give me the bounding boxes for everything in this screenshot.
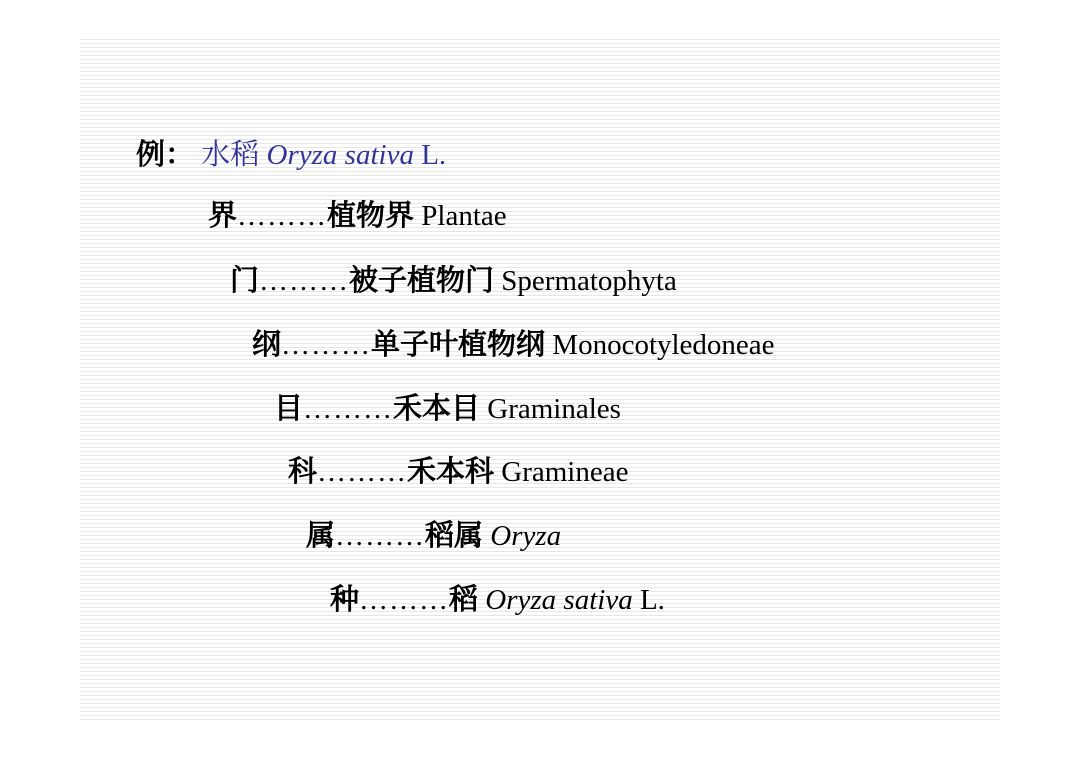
rank-cn-name: 禾本目 (393, 391, 481, 425)
example-species-name (201, 139, 446, 171)
rank-dots: ……… (281, 329, 372, 361)
rank-latin-name: Oryza sativa (485, 584, 633, 616)
rank-row-order (274, 390, 621, 427)
rank-cn-name: 稻属 (425, 518, 484, 552)
rank-row-phylum (230, 262, 677, 299)
example-line (136, 136, 446, 173)
example-author: L. (421, 139, 447, 171)
rank-row-class (252, 326, 775, 363)
rank-dots: ……… (335, 520, 426, 552)
example-cn-name: 水稻 (201, 137, 260, 171)
rank-label: 属 (306, 518, 336, 552)
rank-dots: ……… (317, 456, 408, 488)
rank-row-genus (306, 517, 561, 554)
rank-author: L. (639, 584, 665, 616)
rank-label: 门 (230, 263, 260, 297)
rank-label: 纲 (252, 327, 282, 361)
rank-cn-name: 植物界 (327, 198, 415, 232)
example-sci-name: Oryza sativa (266, 139, 414, 171)
rank-cn-name: 被子植物门 (349, 263, 495, 297)
rank-label: 种 (330, 582, 360, 616)
rank-dots: ……… (259, 265, 350, 297)
rank-cn-name: 单子叶植物纲 (371, 327, 546, 361)
rank-latin-name: Spermatophyta (501, 265, 677, 297)
rank-label: 目 (274, 391, 304, 425)
rank-latin-name: Plantae (421, 200, 507, 232)
rank-label: 科 (288, 454, 318, 488)
rank-label: 界 (208, 198, 238, 232)
rank-latin-name: Monocotyledoneae (552, 329, 775, 361)
rank-cn-name: 禾本科 (407, 454, 495, 488)
rank-latin-name: Graminales (487, 393, 621, 425)
rank-latin-name: Oryza (490, 520, 562, 552)
rank-dots: ……… (303, 393, 394, 425)
rank-row-species (330, 581, 665, 618)
rank-cn-name: 稻 (449, 582, 479, 616)
rank-dots: ……… (237, 200, 328, 232)
rank-dots: ……… (359, 584, 450, 616)
rank-latin-name: Gramineae (501, 456, 629, 488)
example-label: 例： (136, 137, 195, 171)
rank-row-kingdom (208, 197, 507, 234)
rank-row-family (288, 453, 628, 490)
